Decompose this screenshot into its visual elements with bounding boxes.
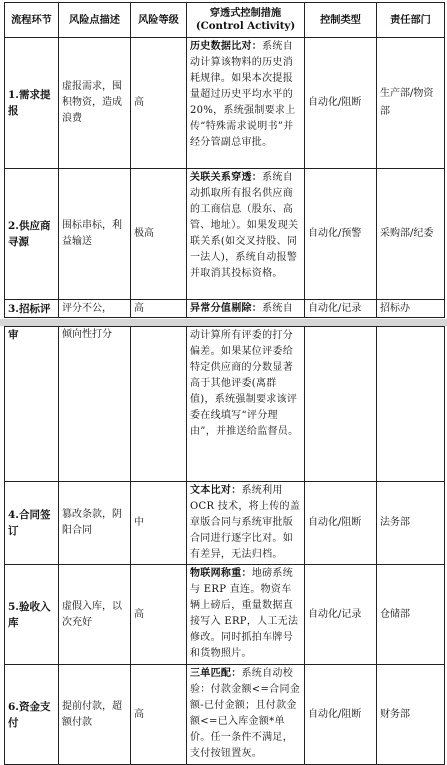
table-row [5, 169, 445, 300]
row3-process-top: 3.招标评 [5, 300, 59, 318]
row6-control-text: 系统自动校验：付款金额<=合同金额-已付金额；且付款金额<=已入库金额*单价。任一条件不满足，支付按钮置灰。 [190, 668, 301, 759]
row3-control-top [187, 300, 305, 318]
row5-control-text: 地磅系统与 ERP 直连。物资车辆上磅后，重量数据直接写入 ERP，人工无法修改。同时抓拍车牌号和货物照片。 [190, 568, 299, 659]
row2-dept: 采购部/纪委 [377, 169, 445, 300]
row1-type: 自动化/阻断 [305, 38, 377, 169]
header-risk-level: 风险等级 [131, 3, 187, 38]
row2-process: 2.供应商寻源 [5, 169, 59, 300]
row2-control [187, 169, 305, 300]
row3-control-keyword: 异常分值剔除： [190, 303, 263, 314]
row5-type: 自动化/记录 [305, 565, 377, 665]
row6-type: 自动化/阻断 [305, 665, 377, 765]
header-control [187, 3, 305, 38]
header-row [5, 3, 445, 38]
row3-dept-cont [377, 327, 445, 482]
row3-risk-bottom: 倾向性打分 [59, 327, 131, 482]
row2-control-text: 系统自动抓取所有报名供应商的工商信息（股东、高管、地址）。如果发现关联关系(如交叉持股、同一法人)，系统自动报警并取消其投标资格。 [190, 172, 299, 279]
row3-type-cont [305, 327, 377, 482]
header-control-subtitle: (Control Activity) [195, 20, 296, 32]
row2-control-keyword: 关联关系穿透： [190, 172, 263, 183]
row1-control-text: 系统自动计算该物料的历史消耗规律。如果本次提报量超过历史平均水平的 20%，系统强制要求上传“特殊需求说明书”并经分管副总审批。 [190, 41, 296, 148]
row6-dept: 财务部 [377, 665, 445, 765]
row5-control [187, 565, 305, 665]
header-dept: 责任部门 [377, 3, 445, 38]
row6-control-keyword: 三单匹配： [190, 668, 242, 679]
row3-control-bottom: 动计算所有评委的打分偏差。如果某位评委给特定供应商的分数显著高于其他评委(离群值)，系统强制要求该评委在线填写“评分理由”，并推送给监督员。 [187, 327, 305, 482]
header-control-type: 控制类型 [305, 3, 377, 38]
row5-risk: 虚假入库，以次充好 [59, 565, 131, 665]
row2-level: 极高 [131, 169, 187, 300]
header-risk-desc: 风险点描述 [59, 3, 131, 38]
row1-level: 高 [131, 38, 187, 169]
row4-dept: 法务部 [377, 482, 445, 565]
row4-process: 4.合同签订 [5, 482, 59, 565]
row6-risk: 提前付款，超额付款 [59, 665, 131, 765]
row2-risk: 围标串标，利益输送 [59, 169, 131, 300]
row4-level: 中 [131, 482, 187, 565]
row6-process: 6.资金支付 [5, 665, 59, 765]
row3-level: 高 [131, 300, 187, 318]
row1-risk: 虚报需求，囤积物资，造成浪费 [59, 38, 131, 169]
row4-type: 自动化/阻断 [305, 482, 377, 565]
table-row [5, 38, 445, 169]
table-page-2 [4, 326, 444, 765]
row3-dept: 招标办 [377, 300, 445, 318]
row4-risk: 篡改条款，阴阳合同 [59, 482, 131, 565]
table-row [5, 327, 445, 482]
table-row [5, 565, 445, 665]
row3-risk-top: 评分不公， [59, 300, 131, 318]
row4-control-text: 系统利用 OCR 技术，将上传的盖章版合同与系统审批版合同进行逐字比对。如有差异，无法归档。 [190, 485, 301, 560]
page-break-gap [0, 319, 447, 326]
table-row [5, 482, 445, 565]
row3-level-cont [131, 327, 187, 482]
row6-level: 高 [131, 665, 187, 765]
row3-type: 自动化/记录 [305, 300, 377, 318]
table-page-1 [4, 2, 444, 318]
row3-process-bottom: 审 [5, 327, 59, 482]
table-row [5, 665, 445, 765]
header-process: 流程环节 [5, 3, 59, 38]
row5-process: 5.验收入库 [5, 565, 59, 665]
header-control-title: 穿透式控制措施 [209, 7, 282, 19]
risk-control-table-part-1 [4, 2, 445, 318]
row1-control [187, 38, 305, 169]
row2-type: 自动化/预警 [305, 169, 377, 300]
risk-control-table-part-2 [4, 326, 445, 765]
row6-control [187, 665, 305, 765]
row1-control-keyword: 历史数据比对： [190, 41, 263, 52]
row5-level: 高 [131, 565, 187, 665]
row4-control-keyword: 文本比对： [190, 485, 242, 496]
row4-control [187, 482, 305, 565]
row1-dept: 生产部/物资部 [377, 38, 445, 169]
table-row [5, 300, 445, 318]
row5-dept: 仓储部 [377, 565, 445, 665]
row3-control-text-top: 系统自 [262, 303, 294, 314]
row5-control-keyword: 物联网称重： [190, 568, 252, 579]
row1-process: 1.需求提报 [5, 38, 59, 169]
